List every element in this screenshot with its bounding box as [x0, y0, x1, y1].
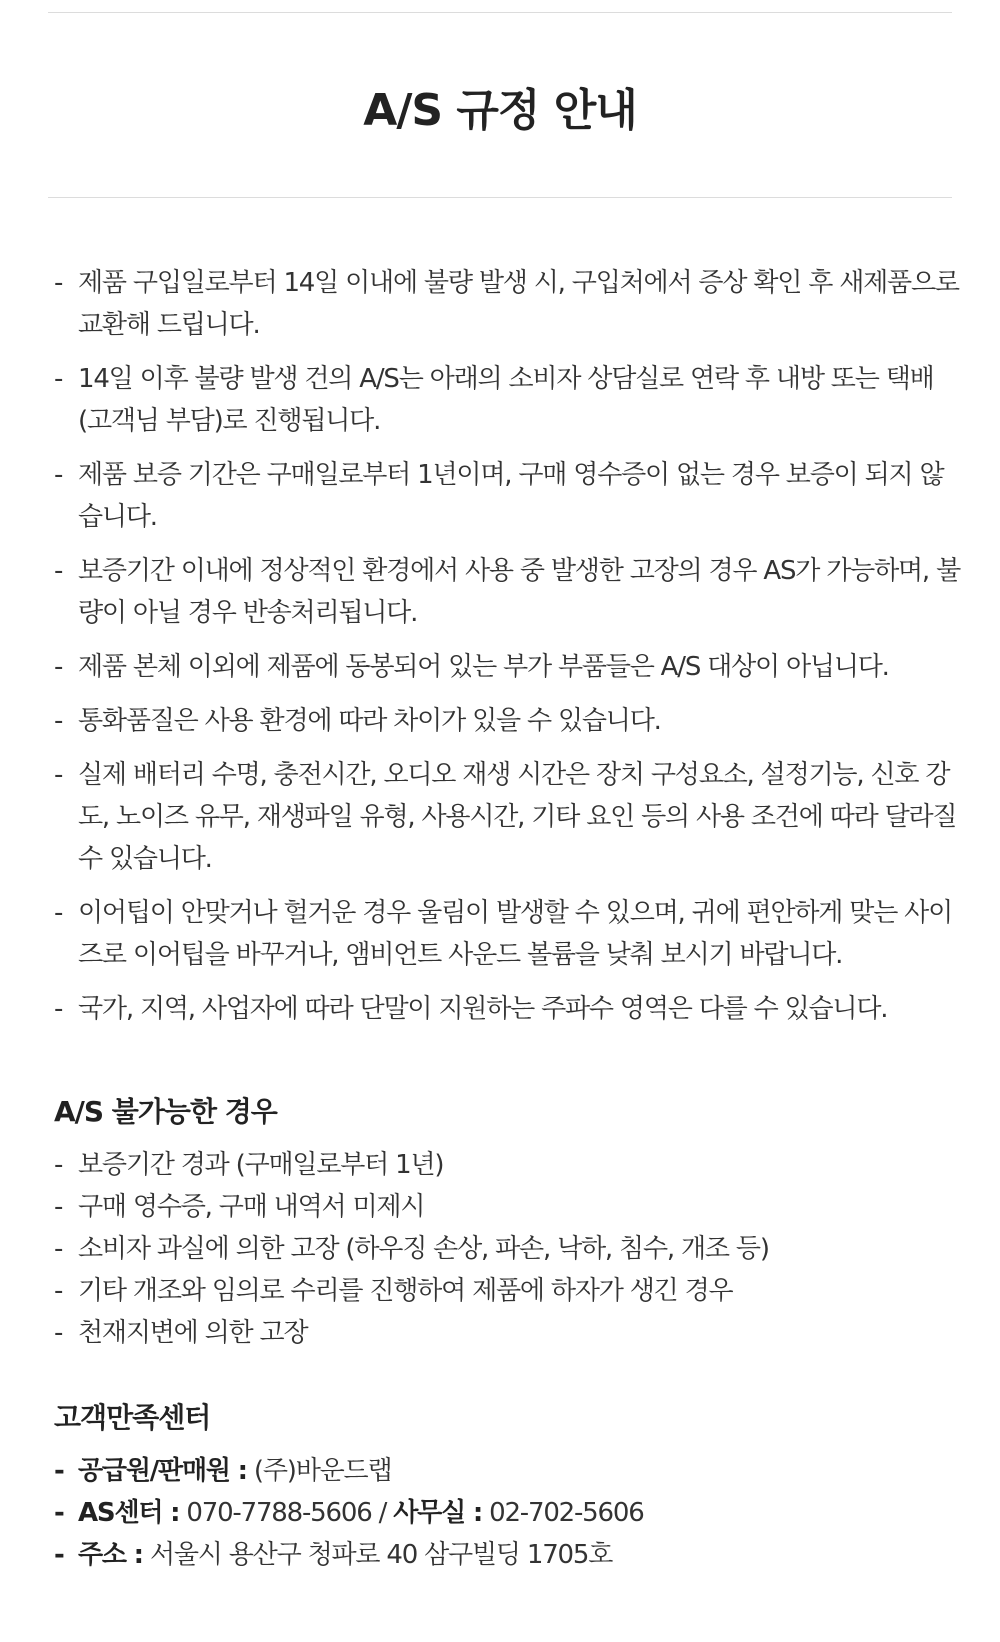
exclusion-text: 구매 영수증, 구매 내역서 미제시 — [78, 1192, 425, 1222]
notice-text: 제품 보증 기간은 구매일로부터 1년이며, 구매 영수증이 없는 경우 보증이 되지 않습니다. — [78, 460, 944, 532]
dash-marker: - — [54, 652, 63, 682]
customer-center-title: 고객만족센터 — [54, 1401, 211, 1434]
supplier-label: 공급원/판매원 : — [78, 1456, 247, 1486]
exclusion-item — [54, 1228, 954, 1270]
supplier-row — [54, 1450, 954, 1492]
notice-item — [54, 454, 964, 538]
exclusions-title: A/S 불가능한 경우 — [54, 1095, 277, 1128]
dash-marker: - — [54, 1150, 63, 1180]
dash-marker: - — [54, 898, 63, 928]
as-center-label: AS센터 : — [78, 1498, 180, 1528]
exclusion-text: 소비자 과실에 의한 고장 (하우징 손상, 파손, 낙하, 침수, 개조 등) — [78, 1234, 769, 1264]
notice-item — [54, 988, 964, 1030]
dash-marker: - — [54, 1456, 64, 1486]
dash-marker: - — [54, 760, 63, 790]
top-divider — [48, 12, 952, 13]
notice-item — [54, 700, 964, 742]
dash-marker: - — [54, 1234, 63, 1264]
notice-text: 14일 이후 불량 발생 건의 A/S는 아래의 소비자 상담실로 연락 후 내방 또는 택배(고객님 부담)로 진행됩니다. — [78, 364, 934, 436]
dash-marker: - — [54, 1318, 63, 1348]
notice-text: 실제 배터리 수명, 충전시간, 오디오 재생 시간은 장치 구성요소, 설정기능, 신호 강도, 노이즈 유무, 재생파일 유형, 사용시간, 기타 요인 등의 사용 조건에 따라 달라질 수 있습니다. — [78, 760, 957, 874]
dash-marker: - — [54, 556, 63, 586]
dash-marker: - — [54, 994, 63, 1024]
notice-list — [54, 262, 964, 1042]
dash-marker: - — [54, 1498, 64, 1528]
notice-text: 통화품질은 사용 환경에 따라 차이가 있을 수 있습니다. — [78, 706, 661, 736]
notice-item — [54, 892, 964, 976]
office-label: 사무실 : — [393, 1498, 483, 1528]
exclusion-item — [54, 1144, 954, 1186]
notice-text: 이어팁이 안맞거나 헐거운 경우 울림이 발생할 수 있으며, 귀에 편안하게 맞는 사이즈로 이어팁을 바꾸거나, 앰비언트 사운드 볼륨을 낮춰 보시기 바랍니다. — [78, 898, 953, 970]
address-row — [54, 1534, 954, 1576]
dash-marker: - — [54, 706, 63, 736]
dash-marker: - — [54, 1540, 64, 1570]
notice-text: 국가, 지역, 사업자에 따라 단말이 지원하는 주파수 영역은 다를 수 있습니다. — [78, 994, 888, 1024]
dash-marker: - — [54, 364, 63, 394]
notice-text: 제품 본체 이외에 제품에 동봉되어 있는 부가 부품들은 A/S 대상이 아닙니다. — [78, 652, 889, 682]
as-center-phone: 070-7788-5606 / — [179, 1498, 394, 1528]
address-value: 서울시 용산구 청파로 40 삼구빌딩 1705호 — [142, 1540, 613, 1570]
notice-item — [54, 754, 964, 880]
exclusion-text: 보증기간 경과 (구매일로부터 1년) — [78, 1150, 444, 1180]
customer-center-info — [54, 1450, 954, 1576]
exclusion-text: 기타 개조와 임의로 수리를 진행하여 제품에 하자가 생긴 경우 — [78, 1276, 733, 1306]
dash-marker: - — [54, 460, 63, 490]
notice-item — [54, 646, 964, 688]
notice-text: 제품 구입일로부터 14일 이내에 불량 발생 시, 구입처에서 증상 확인 후 새제품으로 교환해 드립니다. — [78, 268, 959, 340]
exclusion-item — [54, 1186, 954, 1228]
address-label: 주소 : — [78, 1540, 143, 1570]
office-phone: 02-702-5606 — [482, 1498, 644, 1528]
exclusion-item — [54, 1270, 954, 1312]
notice-item — [54, 550, 964, 634]
title-divider — [48, 197, 952, 198]
contact-row — [54, 1492, 954, 1534]
supplier-value: (주)바운드랩 — [246, 1456, 392, 1486]
dash-marker: - — [54, 268, 63, 298]
notice-text: 보증기간 이내에 정상적인 환경에서 사용 중 발생한 고장의 경우 AS가 가능하며, 불량이 아닐 경우 반송처리됩니다. — [78, 556, 960, 628]
dash-marker: - — [54, 1192, 63, 1222]
exclusions-list — [54, 1144, 954, 1354]
notice-item — [54, 262, 964, 346]
page-title: A/S 규정 안내 — [363, 85, 637, 136]
dash-marker: - — [54, 1276, 63, 1306]
exclusion-item — [54, 1312, 954, 1354]
notice-item — [54, 358, 964, 442]
exclusion-text: 천재지변에 의한 고장 — [78, 1318, 308, 1348]
